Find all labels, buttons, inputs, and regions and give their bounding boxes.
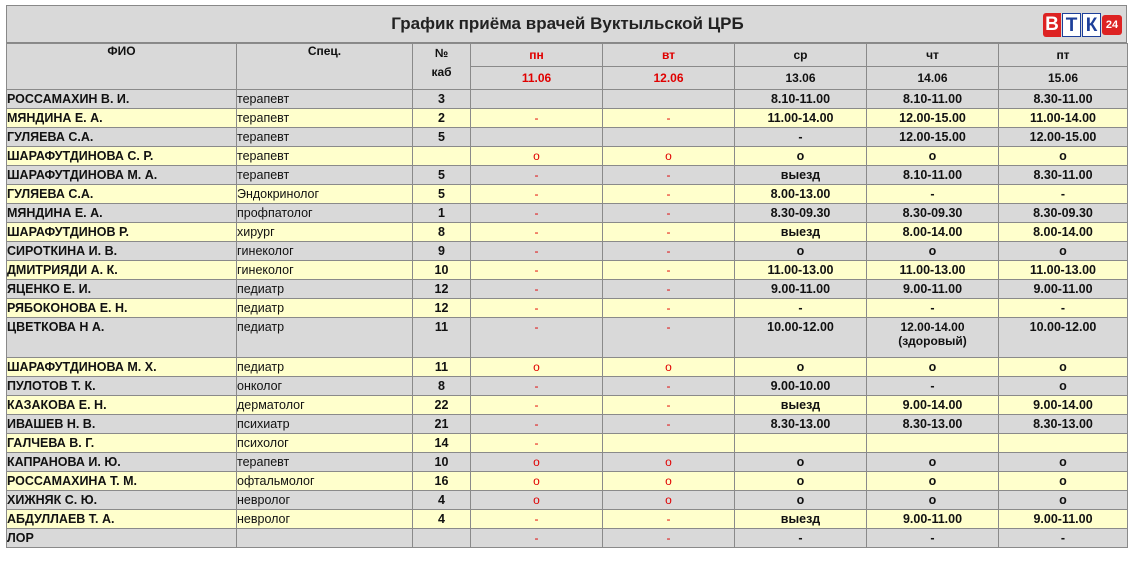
cell-fio: ДМИТРИЯДИ А. К.	[7, 261, 237, 280]
cell-wed: 8.10-11.00	[735, 90, 867, 109]
cell-thu: -	[867, 377, 999, 396]
cell-spec: педиатр	[237, 358, 413, 377]
cell-spec: терапевт	[237, 109, 413, 128]
cell-fri: -	[999, 529, 1128, 548]
cell-mon: -	[471, 185, 603, 204]
cell-thu: 8.10-11.00	[867, 90, 999, 109]
cell-tue: -	[603, 415, 735, 434]
cell-mon: -	[471, 166, 603, 185]
cell-num: 5	[413, 128, 471, 147]
table-row	[7, 166, 1128, 185]
cell-fio: ЦВЕТКОВА Н А.	[7, 318, 237, 358]
vtk24-logo	[1043, 12, 1122, 38]
table-row	[7, 472, 1128, 491]
cell-fri: 12.00-15.00	[999, 128, 1128, 147]
cell-thu: 9.00-11.00	[867, 280, 999, 299]
cabinet-number-sign: №	[434, 46, 449, 60]
cell-spec: невролог	[237, 491, 413, 510]
table-row	[7, 377, 1128, 396]
cell-wed: о	[735, 242, 867, 261]
cell-thu: 9.00-14.00	[867, 396, 999, 415]
cell-tue: -	[603, 185, 735, 204]
cell-tue: -	[603, 299, 735, 318]
cell-tue: -	[603, 261, 735, 280]
cell-fri: 11.00-13.00	[999, 261, 1128, 280]
cell-spec: онколог	[237, 377, 413, 396]
cell-num: 12	[413, 280, 471, 299]
cell-thu: 9.00-11.00	[867, 510, 999, 529]
cell-wed: -	[735, 299, 867, 318]
date-header-thu: 14.06	[867, 67, 999, 90]
cell-fri: 8.30-11.00	[999, 90, 1128, 109]
table-row	[7, 453, 1128, 472]
cell-wed: о	[735, 453, 867, 472]
cell-num: 10	[413, 453, 471, 472]
date-header-tue: 12.06	[603, 67, 735, 90]
cell-mon: о	[471, 147, 603, 166]
cell-fio: МЯНДИНА Е. А.	[7, 109, 237, 128]
cell-tue: -	[603, 109, 735, 128]
cell-num: 5	[413, 166, 471, 185]
cell-fri: о	[999, 242, 1128, 261]
cell-mon: -	[471, 396, 603, 415]
cell-fri: 11.00-14.00	[999, 109, 1128, 128]
cell-fri: о	[999, 472, 1128, 491]
cell-tue: -	[603, 280, 735, 299]
cell-num: 22	[413, 396, 471, 415]
cell-fri: 8.00-14.00	[999, 223, 1128, 242]
cell-tue: -	[603, 242, 735, 261]
cell-wed: о	[735, 491, 867, 510]
cell-fio: РЯБОКОНОВА Е. Н.	[7, 299, 237, 318]
cell-spec: терапевт	[237, 453, 413, 472]
cell-mon: о	[471, 491, 603, 510]
date-header-wed: 13.06	[735, 67, 867, 90]
cell-thu: 8.00-14.00	[867, 223, 999, 242]
cell-wed: 11.00-13.00	[735, 261, 867, 280]
cell-thu-note: (здоровый)	[898, 334, 967, 348]
cell-num: 16	[413, 472, 471, 491]
cell-wed	[735, 434, 867, 453]
cell-tue: -	[603, 223, 735, 242]
cell-fio: ПУЛОТОВ Т. К.	[7, 377, 237, 396]
cell-fio: РОССАМАХИНА Т. М.	[7, 472, 237, 491]
cell-mon: о	[471, 472, 603, 491]
cell-tue: -	[603, 318, 735, 358]
cell-mon: -	[471, 242, 603, 261]
cell-wed: 9.00-11.00	[735, 280, 867, 299]
cell-thu: о	[867, 242, 999, 261]
cell-tue	[603, 90, 735, 109]
table-row	[7, 318, 1128, 358]
table-row	[7, 358, 1128, 377]
cell-mon	[471, 128, 603, 147]
cell-thu: о	[867, 147, 999, 166]
cell-tue	[603, 434, 735, 453]
cell-spec: невролог	[237, 510, 413, 529]
header-row-days	[7, 44, 1128, 67]
table-row	[7, 299, 1128, 318]
cell-thu: 12.00-15.00	[867, 128, 999, 147]
cell-wed: 8.30-13.00	[735, 415, 867, 434]
date-header-fri: 15.06	[999, 67, 1128, 90]
cell-spec: терапевт	[237, 90, 413, 109]
cell-fri: о	[999, 358, 1128, 377]
table-row	[7, 147, 1128, 166]
cell-spec: гинеколог	[237, 242, 413, 261]
cell-fri: 8.30-13.00	[999, 415, 1128, 434]
logo-letter-v: В	[1043, 13, 1061, 37]
cell-wed: 9.00-10.00	[735, 377, 867, 396]
cell-spec	[237, 529, 413, 548]
cell-num: 8	[413, 223, 471, 242]
cell-thu: о	[867, 472, 999, 491]
table-row	[7, 185, 1128, 204]
table-row	[7, 510, 1128, 529]
table-row	[7, 90, 1128, 109]
cell-wed: о	[735, 147, 867, 166]
table-row	[7, 128, 1128, 147]
cell-thu: -	[867, 185, 999, 204]
column-header-spec: Спец.	[237, 44, 413, 90]
cell-fri: о	[999, 491, 1128, 510]
cell-mon: -	[471, 280, 603, 299]
cell-fio: ГУЛЯЕВА С.А.	[7, 185, 237, 204]
day-header-wed: ср	[735, 44, 867, 67]
table-row	[7, 529, 1128, 548]
table-row	[7, 415, 1128, 434]
cell-num: 4	[413, 510, 471, 529]
cell-wed: о	[735, 472, 867, 491]
cell-num: 9	[413, 242, 471, 261]
cell-tue: -	[603, 396, 735, 415]
cell-mon	[471, 90, 603, 109]
cell-thu-time: 12.00-14.00	[900, 320, 965, 334]
cell-num	[413, 529, 471, 548]
cell-fio: ЯЦЕНКО Е. И.	[7, 280, 237, 299]
cell-mon: -	[471, 204, 603, 223]
cell-fri	[999, 434, 1128, 453]
cell-fri: -	[999, 299, 1128, 318]
cell-thu: о	[867, 358, 999, 377]
cell-tue	[603, 128, 735, 147]
table-row	[7, 434, 1128, 453]
cell-fri: 9.00-14.00	[999, 396, 1128, 415]
logo-letter-k: К	[1082, 13, 1101, 37]
cell-spec: гинеколог	[237, 261, 413, 280]
cell-fri: 8.30-11.00	[999, 166, 1128, 185]
cell-num: 8	[413, 377, 471, 396]
cell-thu: о	[867, 491, 999, 510]
cell-num: 2	[413, 109, 471, 128]
cell-thu: 8.30-09.30	[867, 204, 999, 223]
cell-mon: -	[471, 223, 603, 242]
cell-mon: -	[471, 415, 603, 434]
cell-tue: -	[603, 529, 735, 548]
cell-fio: ХИЖНЯК С. Ю.	[7, 491, 237, 510]
cell-fri: 10.00-12.00	[999, 318, 1128, 358]
cell-wed: выезд	[735, 166, 867, 185]
cell-tue: -	[603, 166, 735, 185]
cell-mon: -	[471, 318, 603, 358]
cell-spec: профпатолог	[237, 204, 413, 223]
cell-tue: -	[603, 204, 735, 223]
cell-mon: -	[471, 434, 603, 453]
cell-thu: о	[867, 453, 999, 472]
cell-wed: 8.30-09.30	[735, 204, 867, 223]
cell-spec: дерматолог	[237, 396, 413, 415]
cell-wed: -	[735, 529, 867, 548]
cell-thu: 12.00-15.00	[867, 109, 999, 128]
day-header-thu: чт	[867, 44, 999, 67]
cell-fio: МЯНДИНА Е. А.	[7, 204, 237, 223]
cell-fri: о	[999, 147, 1128, 166]
cell-thu	[867, 318, 999, 358]
cell-spec: Эндокринолог	[237, 185, 413, 204]
cell-thu: 8.10-11.00	[867, 166, 999, 185]
schedule-table	[6, 43, 1128, 548]
cell-fio: ЛОР	[7, 529, 237, 548]
cell-fio: ШАРАФУТДИНОВА М. Х.	[7, 358, 237, 377]
table-row	[7, 223, 1128, 242]
logo-letter-t: Т	[1062, 13, 1081, 37]
cell-spec: психиатр	[237, 415, 413, 434]
cell-mon: -	[471, 299, 603, 318]
cell-fri: 9.00-11.00	[999, 510, 1128, 529]
table-row	[7, 204, 1128, 223]
cell-num: 1	[413, 204, 471, 223]
cell-wed: 11.00-14.00	[735, 109, 867, 128]
cell-spec: психолог	[237, 434, 413, 453]
cell-wed: 10.00-12.00	[735, 318, 867, 358]
cell-tue: о	[603, 147, 735, 166]
cell-fio: РОССАМАХИН В. И.	[7, 90, 237, 109]
cell-tue: о	[603, 491, 735, 510]
cell-tue: о	[603, 472, 735, 491]
cell-num: 3	[413, 90, 471, 109]
cell-fri: -	[999, 185, 1128, 204]
cell-wed: о	[735, 358, 867, 377]
cell-mon: -	[471, 529, 603, 548]
cell-thu: -	[867, 529, 999, 548]
cell-mon: -	[471, 377, 603, 396]
cell-mon: -	[471, 109, 603, 128]
cell-fri: о	[999, 453, 1128, 472]
cell-thu	[867, 434, 999, 453]
cell-num: 21	[413, 415, 471, 434]
cell-tue: -	[603, 377, 735, 396]
date-header-mon: 11.06	[471, 67, 603, 90]
day-header-fri: пт	[999, 44, 1128, 67]
cell-fio: ГАЛЧЕВА В. Г.	[7, 434, 237, 453]
cell-mon: -	[471, 261, 603, 280]
cell-wed: 8.00-13.00	[735, 185, 867, 204]
cell-spec: терапевт	[237, 166, 413, 185]
column-header-fio: ФИО	[7, 44, 237, 90]
cell-fri: о	[999, 377, 1128, 396]
day-header-tue: вт	[603, 44, 735, 67]
cell-tue: -	[603, 510, 735, 529]
cell-num: 10	[413, 261, 471, 280]
cell-spec: терапевт	[237, 128, 413, 147]
table-row	[7, 396, 1128, 415]
cell-num: 14	[413, 434, 471, 453]
title-bar	[6, 5, 1127, 43]
column-header-cabinet	[413, 44, 471, 90]
cell-spec: офтальмолог	[237, 472, 413, 491]
cell-fio: КАПРАНОВА И. Ю.	[7, 453, 237, 472]
cell-num: 11	[413, 318, 471, 358]
cell-thu: 8.30-13.00	[867, 415, 999, 434]
cell-fio: ШАРАФУТДИНОВА С. Р.	[7, 147, 237, 166]
table-row	[7, 242, 1128, 261]
cell-mon: о	[471, 358, 603, 377]
cell-tue: о	[603, 453, 735, 472]
cell-num: 11	[413, 358, 471, 377]
cell-fio: ШАРАФУТДИНОВА М. А.	[7, 166, 237, 185]
cell-wed: -	[735, 128, 867, 147]
logo-number: 24	[1102, 15, 1122, 35]
cell-thu: 11.00-13.00	[867, 261, 999, 280]
schedule-sheet	[6, 5, 1127, 576]
cell-mon: -	[471, 510, 603, 529]
day-header-mon: пн	[471, 44, 603, 67]
cell-spec: педиатр	[237, 280, 413, 299]
cell-spec: педиатр	[237, 299, 413, 318]
cell-thu: -	[867, 299, 999, 318]
schedule-rows	[7, 90, 1128, 548]
cell-tue: о	[603, 358, 735, 377]
table-row	[7, 109, 1128, 128]
cell-fio: ИВАШЕВ Н. В.	[7, 415, 237, 434]
page-title: График приёма врачей Вуктыльской ЦРБ	[391, 14, 744, 33]
cell-num: 4	[413, 491, 471, 510]
cell-num	[413, 147, 471, 166]
cell-wed: выезд	[735, 510, 867, 529]
cell-fri: 8.30-09.30	[999, 204, 1128, 223]
cell-spec: терапевт	[237, 147, 413, 166]
cell-wed: выезд	[735, 396, 867, 415]
table-row	[7, 491, 1128, 510]
cell-fio: СИРОТКИНА И. В.	[7, 242, 237, 261]
cell-spec: педиатр	[237, 318, 413, 358]
cell-fri: 9.00-11.00	[999, 280, 1128, 299]
cabinet-label: каб	[431, 65, 452, 79]
cell-fio: КАЗАКОВА Е. Н.	[7, 396, 237, 415]
cell-spec: хирург	[237, 223, 413, 242]
cell-wed: выезд	[735, 223, 867, 242]
cell-fio: АБДУЛЛАЕВ Т. А.	[7, 510, 237, 529]
cell-num: 5	[413, 185, 471, 204]
cell-fio: ШАРАФУТДИНОВ Р.	[7, 223, 237, 242]
cell-fio: ГУЛЯЕВА С.А.	[7, 128, 237, 147]
table-row	[7, 280, 1128, 299]
table-row	[7, 261, 1128, 280]
cell-num: 12	[413, 299, 471, 318]
cell-mon: о	[471, 453, 603, 472]
